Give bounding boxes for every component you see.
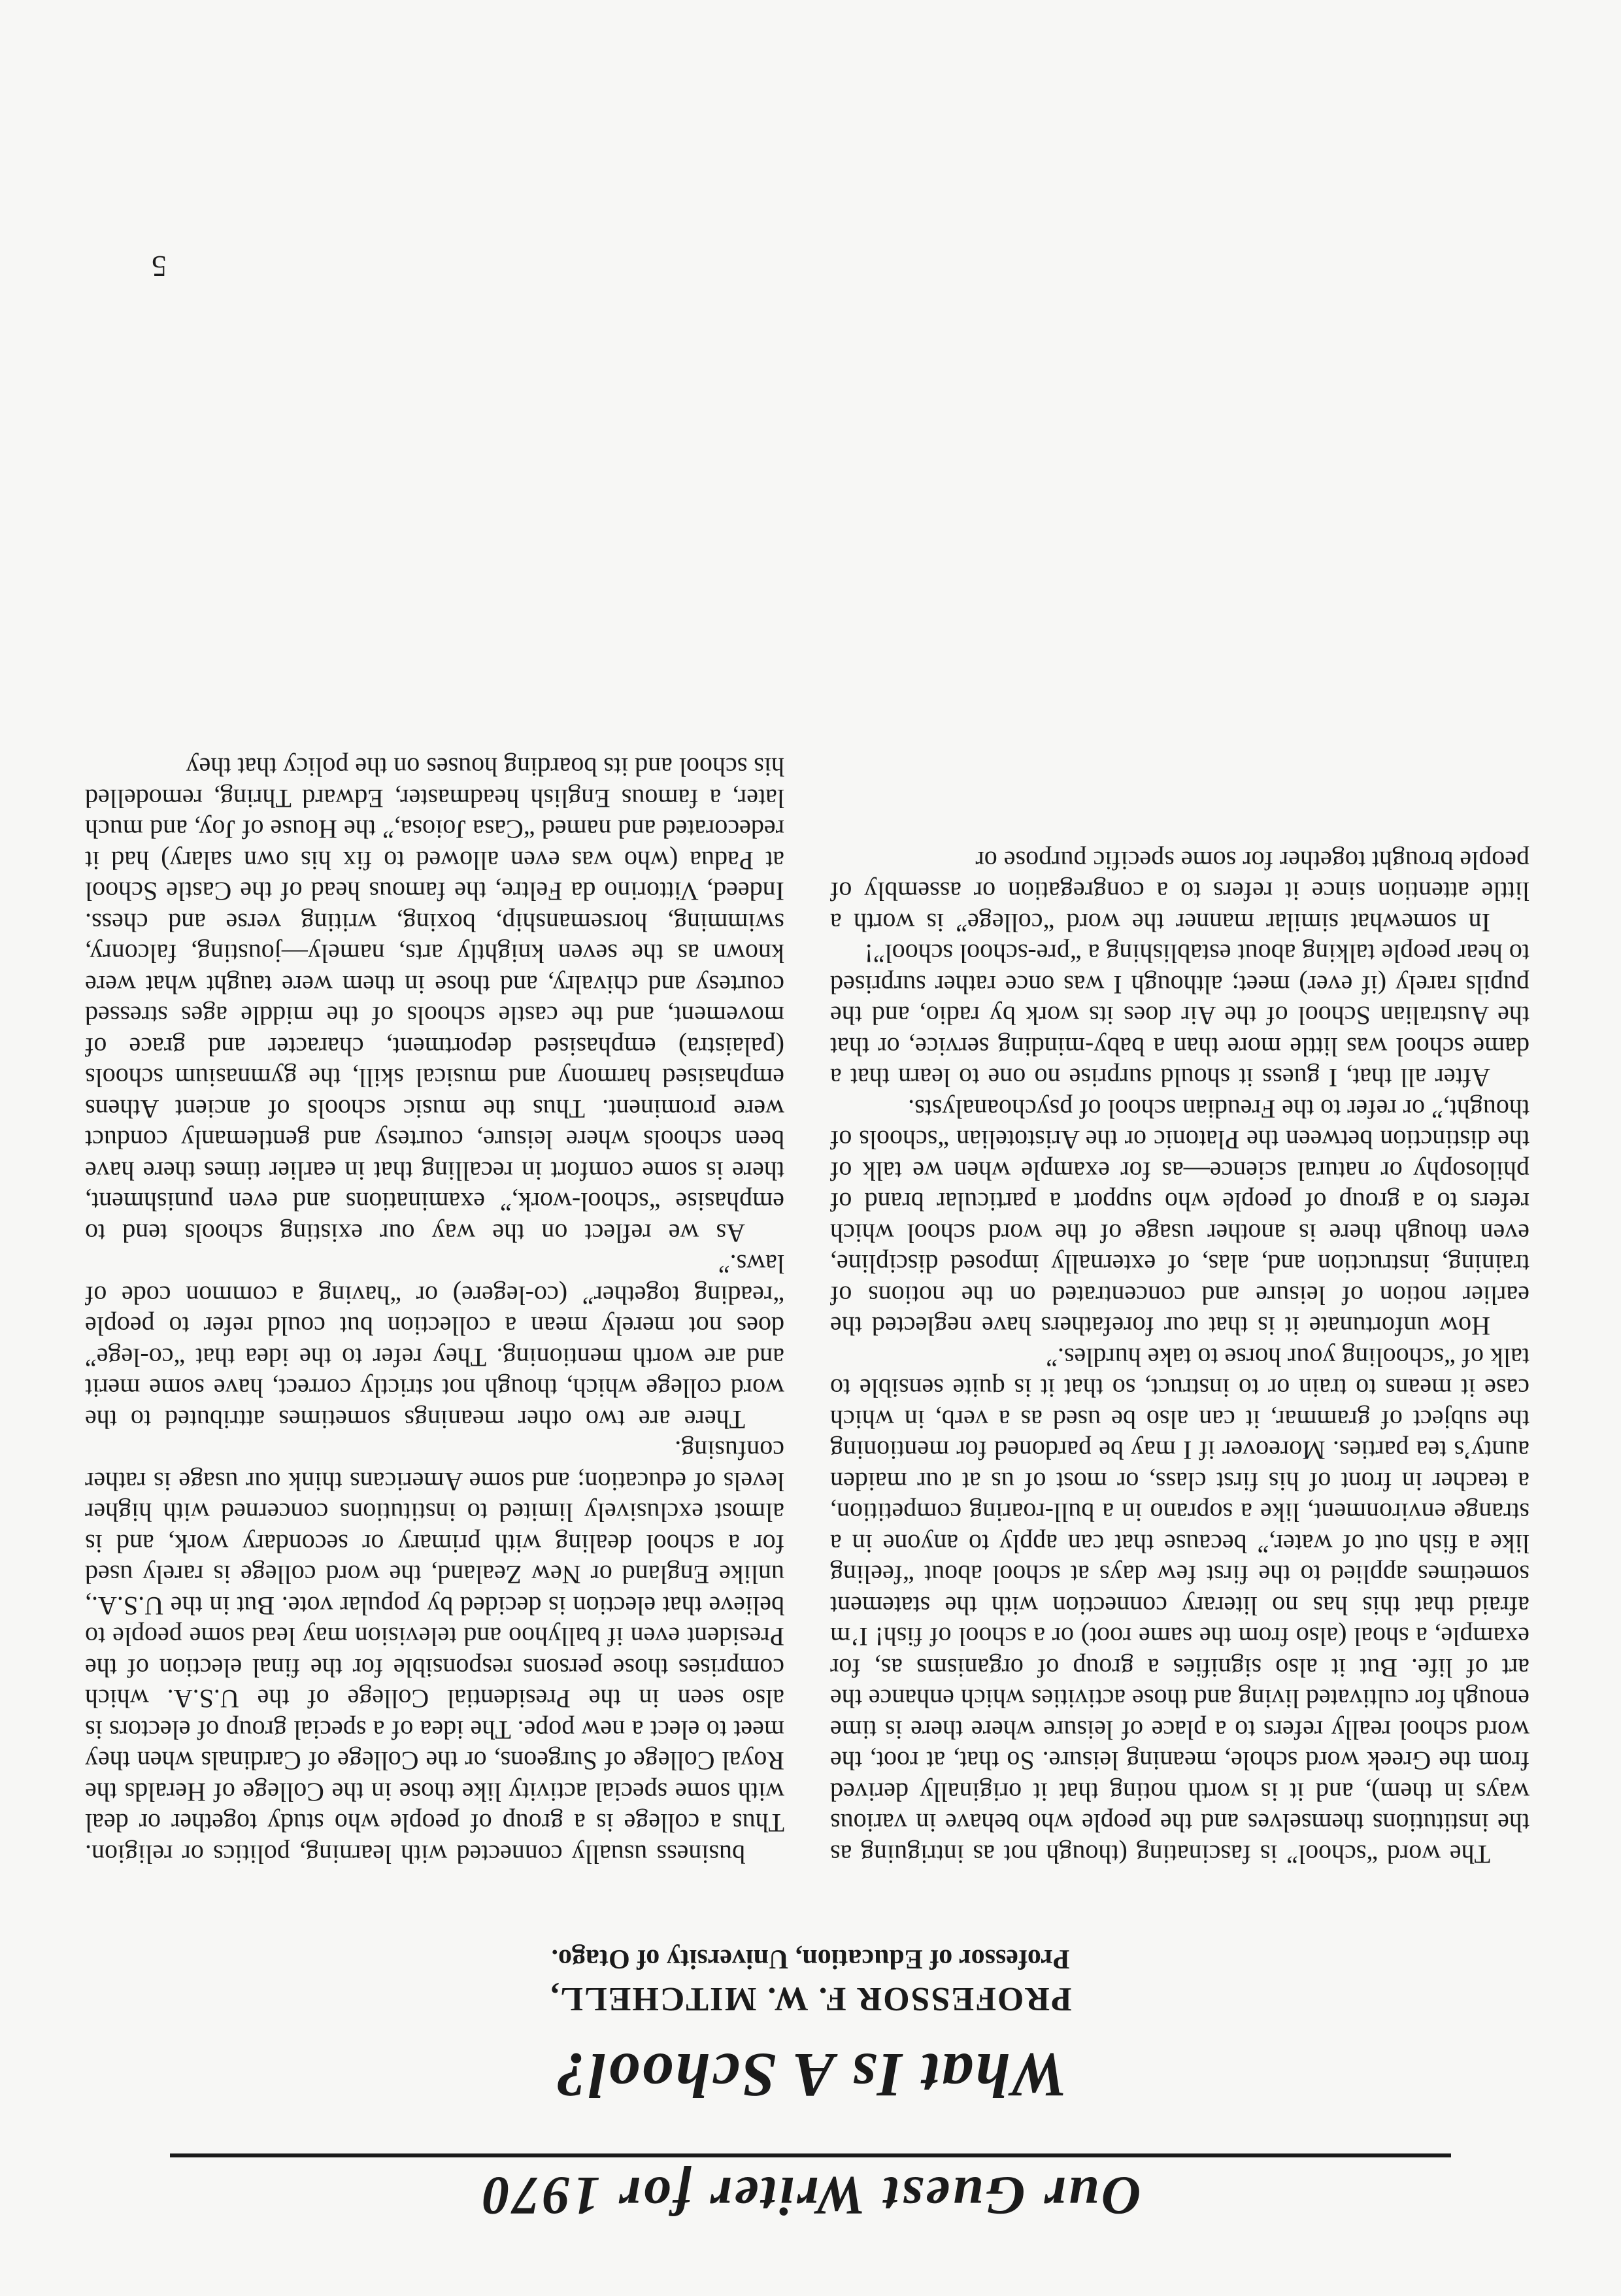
paragraph: As we reflect on the way our existing schools tend to emphasise “school-work,” examinations and even punishment, there is some comfort in recalling that in earlier times there have been schools where leisure, courtesy and gentlemanly conduct were prominent. Thus the music schools of ancient Athens emphasised harmony and musical skill, the gymnasium schools (palaistra) emphasised deportment, character and grace of movement, and the castle schools of the middle ages stressed courtesy and chivalry, and those in them were taught what were known as the seven knightly arts, namely—jousting, falconry, swimming, horsemanship, boxing, writing verse and chess. Indeed, Vittorino da Feltre, the famous head of the Castle School at Padua (who was even allowed to fix his own salary) had it redecorated and named “Casa Joiosa,” the House of Joy, and much later, a famous English headmaster, Edward Thring, remodelled his school and its boarding houses on the policy that they (85, 752, 784, 1248)
banner-underline (170, 2153, 1451, 2157)
paragraph: In somewhat similar manner the word “college” is worth a little attention since it refers to a congregation or assembly of people brought together for some specific purpose or (830, 846, 1529, 937)
paragraph: There are two other meanings sometimes attributed to the word college which, though not strictly correct, have some merit and are worth mentioning. They refer to the idea that “co-lege” does not merely mean a collection but could refer to people “reading together” (co-legere) or “having a common code of laws.” (85, 1249, 784, 1434)
title-block (160, 1943, 1461, 2227)
right-column (85, 752, 784, 1870)
paragraph: After all that, I guess it should surprise no one to learn that a dame school was little more than a baby-minding service, or that the Australian School of the Air does its work by radio, and the pupils rarely (if ever) meet; although I was once rather surprised to hear people talking about establishing a “pre-school school”! (830, 939, 1529, 1093)
guest-writer-banner: Our Guest Writer for 1970 (480, 2165, 1141, 2226)
left-column (830, 845, 1529, 1870)
page-number: 5 (152, 250, 167, 283)
paragraph: The word “school” is fascinating (though not as intriguing as the institutions themselves and the people who behave in various ways in them), and it is worth noting that it originally derived from the Greek word schole, meaning leisure. So that, at root, the word school really refers to a place of leisure where there is time enough for cultivated living and those activities which enhance the art of life. But it also signifies a group of organisms as, for example, a shoal (also from the same root) or a school of fish! I’m afraid that this has no literary connection with the statement sometimes applied to the first few days at school about “feeling like a fish out of water,” because that can apply to anyone in a strange environment, like a soprano in a bull-roaring competition, a teacher in front of his first class, or most of us at our maiden aunty’s tea parties. Moreover if I may be pardoned for mentioning the subject of grammar, it can also be used as a verb, in which case it means to train or to instruct, so that it is quite sensible to talk of “schooling your horse to take hurdles.” (830, 1343, 1529, 1869)
paragraph: How unfortunate it is that our forefathers have neglected the earlier notion of leisure and concentrated on the notions of training, instruction and, alas, of externally imposed discipline, even though there is another usage of the word school which refers to a group of people who support a particular brand of philosophy or natural science—as for example when we talk of the distinction between the Platonic or the Aristotelian “schools of thought,” or refer to the Freudian school of psychoanalysts. (830, 1094, 1529, 1342)
paragraph: business usually connected with learning, politics or religion. Thus a college is a group of people who study together or deal with some special activity like those in the College of Heralds the Royal College of Surgeons, or the College of Cardinals when they meet to elect a new pope. The idea of a special group of electors is also seen in the Presidential College of the U.S.A. which comprises those persons responsible for the final election of the President even if ballyhoo and television may lead some people to believe that election is decided by popular vote. But in the U.S.A., unlike England or New Zealand, the word college is rarely used for a school dealing with primary or secondary work, and is almost exclusively limited to institutions concerned with higher levels of education; and some Americans think our usage is rather confusing. (85, 1436, 784, 1869)
author-affiliation: Professor of Education, University of Otago. (551, 1944, 1070, 1974)
article-title: What Is A School? (553, 2040, 1068, 2110)
author-name: PROFESSOR F. W. MITCHELL, (549, 1980, 1072, 2017)
